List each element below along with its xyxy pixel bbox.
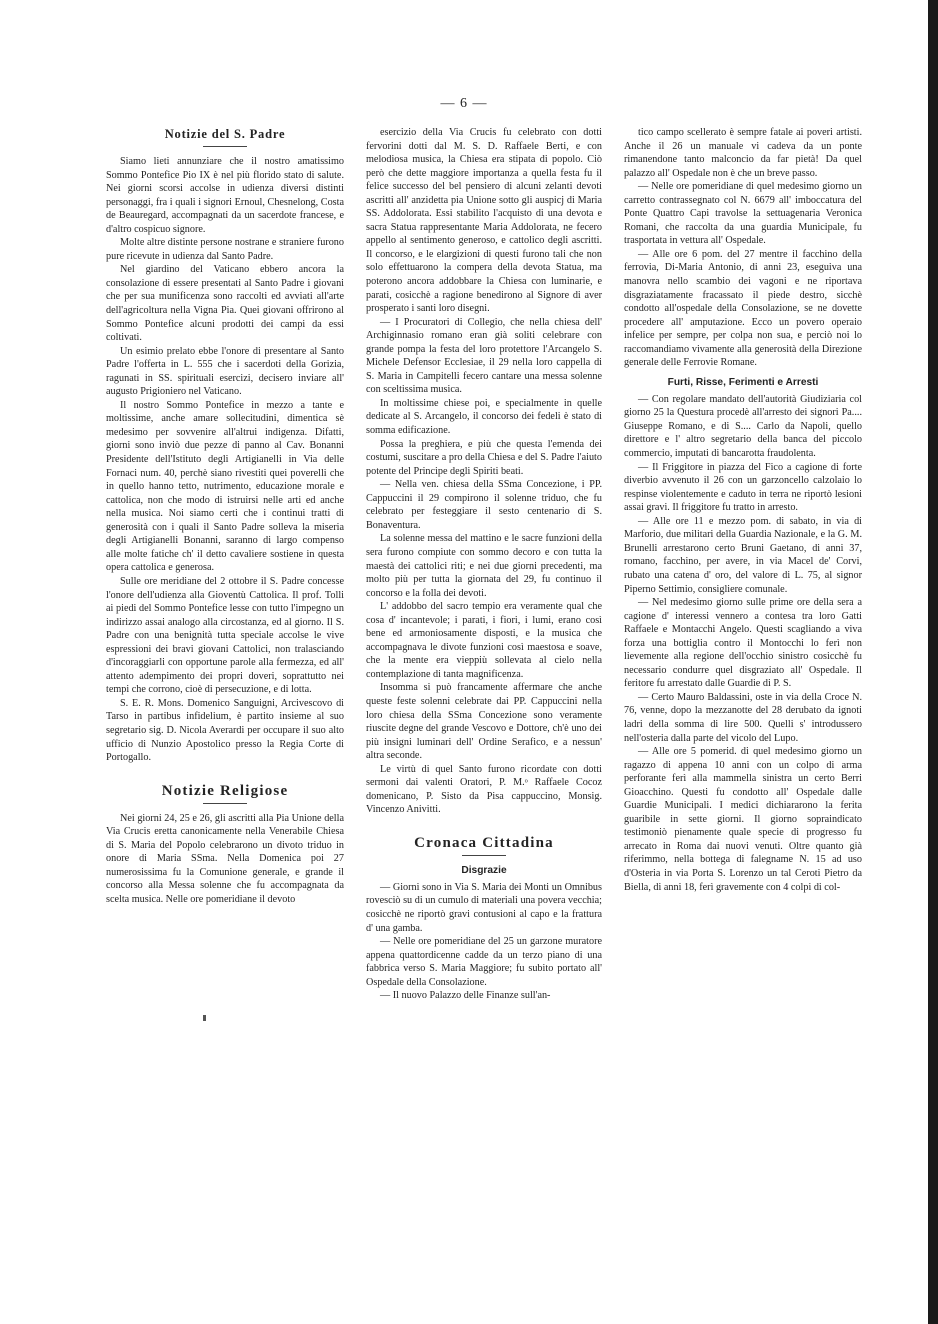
page-number: — 6 — <box>440 96 488 111</box>
title-rule <box>203 803 247 804</box>
article-paragraph: Le virtù di quel Santo furono ricordate con dotti sermoni dai valenti Oratori, P. M.ᵒ Raffaele Cocoz domenicano, P. Sisto da Pisa cappuccino, Monsig. Vincenzo Anivitti. <box>366 763 602 816</box>
title-rule <box>462 855 506 856</box>
article-paragraph: tico campo scellerato è sempre fatale ai poveri artisti. Anche il 26 un manuale vi cadeva da un ponte rimanendone tanto malconcio da far pietà! Da quel palazzo all' Ospedale non è che un breve passo. <box>624 127 862 179</box>
article-paragraph: Un esimio prelato ebbe l'onore di presentare al Santo Padre l'offerta in L. 555 che i sacerdoti della Gorizia, ragunati in SS. spirituali esercizi, decisero inviare all' augusto Prigioniero nel Vaticano. <box>106 345 344 398</box>
print-mark <box>203 1015 206 1021</box>
section-title-cronaca-cittadina: Cronaca Cittadina <box>414 834 554 851</box>
article-paragraph: — Nel medesimo giorno sulle prime ore della sera a cagione d' interessi vennero a contesa tra loro Gatti Raffaele e Montacchi Angelo. Questi scagliando a viva forza una bottiglia contro il Montocchi lo ferì non lievemente alla regione dell'occhio sinistro cosicchè fu necessario condurre quel disgraziato all' Ospedale. Il feritore fu arrestato dalle Guardie di P. S. <box>624 597 862 690</box>
article-paragraph: — Alle ore 5 pomerid. di quel medesimo giorno un ragazzo di appena 10 anni con un colpo di arma perforante ferì alla mammella sinistra un certo Berri Gioacchino. Questi fu condotto all' Ospedale dalle Guardie Municipali. I medici dichiararono la ferita guaribile in sette giorni. Il giorno sopraindicato testimoniò pienamente quale specie di progresso fu arrecato in Roma dai nuovi venuti. Oltre quanto già riferimmo, nella bottega di falegname N. 15 ad uso d'Osteria in via Porta S. Lorenzo un tal Ceroti Pietro da Biella, di anni 18, ferì gravemente con 4 colpi di col- <box>624 746 862 893</box>
subsection-title-furti: Furti, Risse, Ferimenti e Arresti <box>667 376 819 388</box>
article-paragraph: — Certo Mauro Baldassini, oste in via della Croce N. 76, venne, dopo la mezzanotte del 28 derubato da ignoti ladri della somma di lire 500. Quelli s' introdussero nell'osteria dalla parte del vicolo del Lupo. <box>624 691 862 744</box>
article-paragraph: Il nostro Sommo Pontefice in mezzo a tante e moltissime, anche amare sollecitudini, dimentica sè medesimo per sovvenire all'altrui indigenza. Difatti, giorni sono inviò due pezze di panno al Cav. Bonanni Presidente dell'Istituto degli Artigianelli in Via delle Fornaci num. 40, perchè siano rivestiti quei poverelli che in quello hanno tetto, nutrimento, educazione morale e cattolica, non che modo di istruirsi nelle arti ed anche nella musica. Noi siamo certi che i continui tratti di generosità con i quali il Santo Padre solleva la miseria degli Artigianelli Bonanni, saranno di largo compenso alle molte fatiche ch' il detto cavaliere sostiene in questa opera cattolica e generosa. <box>106 399 344 574</box>
article-paragraph: Insomma si può francamente affermare che anche queste feste solenni celebrate dai PP. Cappuccini nella loro chiesa della SSma Concezione sono veramente riuscite degne del grande Vescovo e Dottore, ch'è uno dei più insigni luminari dell' Ordine Serafico, e a nessun' altra seconde. <box>366 682 602 762</box>
article-paragraph: esercizio della Via Crucis fu celebrato con dotti fervorini dotti dal M. S. D. Raffaele Berti, e con melodiosa musica, la Chiesa era stipata di popolo. Ciò però che dette maggiore importanza a quella festa fu il felice successo del bel pensiero di alcuni zelanti devoti ascritti all' anzidetta pia Unione sotto gli auspicj di Maria SS. Addolorata. Essi stabilito l'acquisto di una devota e sacra Statua rappresentante Maria Addolorata, ne fecero appello al sentimento generoso, e cattolico degli ascritti. Il concorso, e le elargizioni di questi furono tali che non solo effettuarono la compera della devota Statua, ma poterono ancora addobbare la Chiesa con luminarie, e parati, cosicchè a ragione benedirono al Signore di aver prosperato i santi loro disegni. <box>366 127 602 315</box>
column-left <box>106 126 344 1206</box>
section-gap <box>106 765 344 783</box>
article-paragraph: Siamo lieti annunziare che il nostro amatissimo Sommo Pontefice Pio IX è nel più florido stato di salute. Nei giorni scorsi accolse in udienza diversi distinti personaggi, fra i quali i signori Ernoul, Chesnelong, Costa de Beauregard, accompagnati da un sacerdote francese, e d'altro cospicuo signore. <box>106 156 344 235</box>
article-paragraph: Molte altre distinte persone nostrane e straniere furono pure ricevute in udienza dal Santo Padre. <box>106 237 344 262</box>
subsection-title-disgrazie: Disgrazie <box>461 864 507 876</box>
article-paragraph: — I Procuratori di Collegio, che nella chiesa dell' Archiginnasio romano eran già soliti celebrare con grande pompa la festa del loro protettore l'Arcangelo S. Michele Defensor Ecclesiae, il 29 nella loro cappella di S. Maria in Campitelli fecero cantare una messa solenne con sceltissima musica. <box>366 316 602 396</box>
section-gap <box>624 370 862 374</box>
article-paragraph: — Alle ore 6 pom. del 27 mentre il facchino della ferrovia, Di-Maria Antonio, di anni 23, eseguiva una manovra nello scambio dei vagoni e ne riportava disgraziatamente fracassato il piede destro, sicchè condotto all'ospedale della Consolazione, se ne dovette procedere all' amputazione. Ecco un povero operaio infelice per sempre, per colpa non sua, e perciò noi lo raccomandiamo vivamente alla generosità della Direzione generale delle Ferrovie Romane. <box>624 248 862 369</box>
article-paragraph: La solenne messa del mattino e le sacre funzioni della sera furono compiute con sommo decoro e con tutta la maestà dei cattolici riti; e nei due giorni precedenti, ma molto più per tutta la giornata del 29, fu continuo il concorso e la folla dei devoti. <box>366 533 602 599</box>
article-paragraph: — Nelle ore pomeridiane del 25 un garzone muratore appena quattordicenne cadde da un terzo piano di una fabbrica verso S. Maria Maggiore; fu subito portato all' Ospedale della Consolazione. <box>366 936 602 988</box>
section-title-notizie-religiose: Notizie Religiose <box>161 782 289 799</box>
column-middle <box>366 126 602 1158</box>
article-paragraph: — Nelle ore pomeridiane di quel medesimo giorno un carretto contrassegnato col N. 6679 all' imboccatura del Ponte Quattro Capi travolse la settuagenaria Veronica Romani, che raccolta da una guardia Municipale, fu trasportata in vettura all' Ospedale. <box>624 181 862 247</box>
article-paragraph: S. E. R. Mons. Domenico Sanguigni, Arcivescovo di Tarso in partibus infidelium, è partito insieme al suo segretario sig. D. Nicola Averardi per occupare il suo alto ufficio di Nunzio Apostolico presso la Regia Corte di Portogallo. <box>106 697 344 764</box>
article-paragraph: Possa la preghiera, e più che questa l'emenda dei costumi, suscitare a pro della Chiesa e del S. Padre l'aiuto potente del Principe degli Spiriti beati. <box>366 438 602 477</box>
article-paragraph: — Alle ore 11 e mezzo pom. di sabato, in via di Marforio, due militari della Guardia Nazionale, e la G. M. Brunelli arrestarono certo Bruni Gaetano, di anni 37, romano, facchino, per avere, in via Macel de' Corvi, rubato una catena d' oro, del valore di L. 75, al signor Piperno Settimio, consigliere comunale. <box>624 515 862 595</box>
article-paragraph: — Nella ven. chiesa della SSma Concezione, i PP. Cappuccini il 29 compirono il solenne triduo, che fu celebrato per festeggiare il sesto centenario di S. Bonaventura. <box>366 479 602 531</box>
article-paragraph: In moltissime chiese poi, e specialmente in quelle dedicate al S. Arcangelo, il concorso dei fedeli è stato di somma edificazione. <box>366 397 602 437</box>
title-rule <box>203 146 247 147</box>
article-paragraph: — Con regolare mandato dell'autorità Giudiziaria col giorno 25 la Questura procedè all'arresto dei signori Pa.... Giuseppe Romano, e di S.... Carlo da Napoli, quello direttore e l' altro segretario della banca del piccolo commercio, imputati di bancarotta fraudolenta. <box>624 393 862 460</box>
section-title-notizie-padre: Notizie del S. Padre <box>164 127 286 141</box>
article-paragraph: Sulle ore meridiane del 2 ottobre il S. Padre concesse l'onore dell'udienza alla Gioventù Cattolica. Il prof. Tolli ai piedi del Sommo Pontefice lesse con tutto l'impegno un indirizzo assai analogo alla circostanza, ed al giorno. Il S. Padre con una benignità tutta speciale accolse le vive espressioni dei bravi giovani Cattolici, non tralasciando d'incoraggiarli con opportune parole alla fermezza, ed all' attento adempimento dei propri doveri, soprattutto nei tempi che corrono, cioè di persecuzione, e di lotta. <box>106 575 344 696</box>
scan-edge <box>928 0 938 1324</box>
article-paragraph: Nei giorni 24, 25 e 26, gli ascritti alla Pia Unione della Via Crucis eretta canonicamente nella Venerabile Chiesa di S. Maria del Popolo celebrarono un divoto triduo in onore di Maria SSma. Nella Domenica poi 27 numerosissima fu la Comunione generale, e grande il concorso alla Messa solenne che fu accompagnata da scelta musica. Nelle ore pomeridiane il devoto <box>106 812 344 905</box>
article-paragraph: Nel giardino del Vaticano ebbero ancora la consolazione di essere presentati al Santo Padre i giovani che per sua munificenza sono raccolti ed avviati all'arte dell'agricoltura nella Vigna Pia. Quei giovani offrirono al Sommo Pontefice alcuni prodotti dei campi da essi coltivati. <box>106 264 344 344</box>
article-paragraph: — Giorni sono in Via S. Maria dei Monti un Omnibus rovesciò su di un cumulo di materiali una povera vecchia; cosicchè ne riportò gravi contusioni al capo e la frattura d' una gamba. <box>366 881 602 934</box>
article-paragraph: — Il Friggitore in piazza del Fico a cagione di forte diverbio avvenuto il 26 con un garzoncello calzolaio lo respinse violentemente e caduto in terra ne riportò lesioni assai gravi. Il friggitore fu tratto in arresto. <box>624 461 862 514</box>
article-paragraph: L' addobbo del sacro tempio era veramente qual che cosa d' incantevole; i parati, i fiori, i lumi, erano così bene ed armoniosamente disposti, e la musica che accompagnava le divote funzioni così maestosa e soave, che la mente era vieppiù sollevata al cielo nella contemplazione di tanta magnificenza. <box>366 601 602 680</box>
article-paragraph: — Il nuovo Palazzo delle Finanze sull'an- <box>380 990 551 1002</box>
column-right <box>624 126 862 1206</box>
section-gap <box>366 817 602 835</box>
